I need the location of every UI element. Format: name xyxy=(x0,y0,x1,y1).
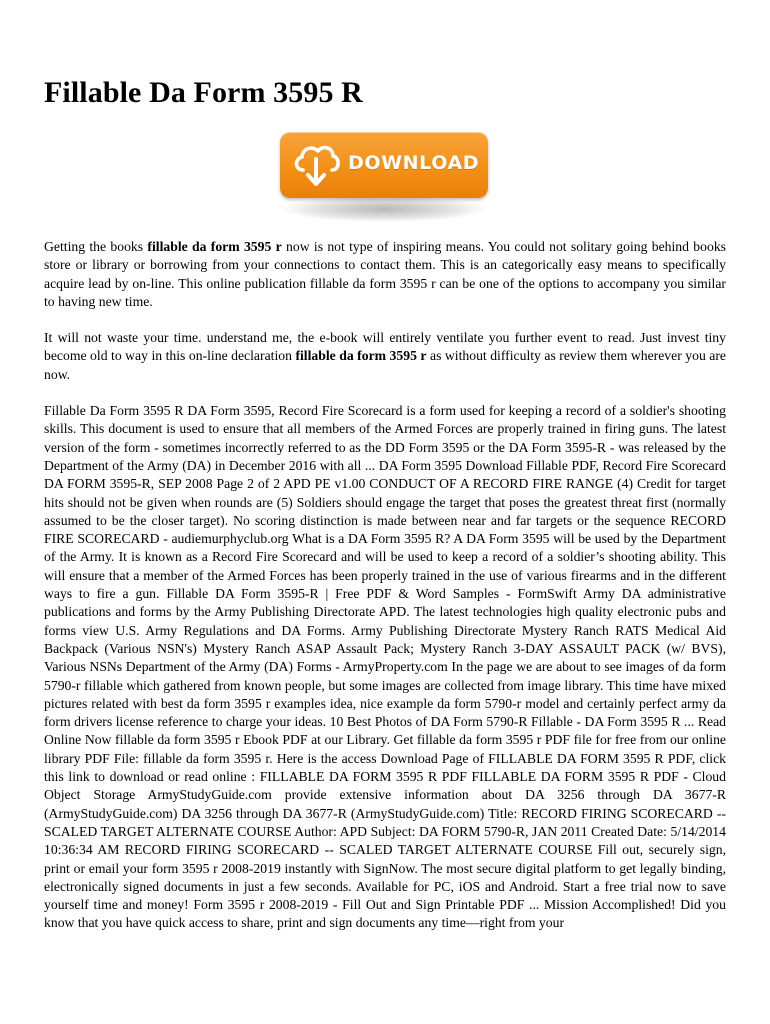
document-body xyxy=(44,238,726,933)
button-shadow xyxy=(282,196,486,222)
cloud-download-icon xyxy=(290,140,342,190)
paragraph-second-before: It will not waste your time. understand me, the e-book will entirely ventilate you further event to read. Just invest tiny become old to way in this on-line declaration xyxy=(44,330,726,364)
download-button[interactable] xyxy=(280,132,488,198)
paragraph-intro-keyword: fillable da form 3595 r xyxy=(147,239,282,254)
download-banner xyxy=(272,128,496,224)
paragraph-second xyxy=(44,329,726,384)
download-label: DOWNLOAD xyxy=(348,152,480,174)
page-title: Fillable Da Form 3595 R xyxy=(44,76,363,109)
paragraph-second-keyword: fillable da form 3595 r xyxy=(295,348,427,364)
paragraph-second-after: as without difficulty as review them wherever you are now. xyxy=(44,348,727,382)
paragraph-intro-after: now is not type of inspiring means. You could not solitary going behind books store or library or borrowing from your connections to contact them. This is an categorically easy means to specifically acquire lead by on-line. This online publication fillable da form 3595 r can be one of the options to accompany you similar to having new time. xyxy=(44,239,726,309)
paragraph-main: Fillable Da Form 3595 R DA Form 3595, Record Fire Scorecard is a form used for keeping a record of a soldier's shooting skills. This document is used to ensure that all members of the Armed Forces are properly trained in firing guns. The latest version of the form - sometimes incorrectly referred to as the DD Form 3595 or the DA Form 3595-R - was released by the Department of the Army (DA) in December 2016 with all ... DA Form 3595 Download Fillable PDF, Record Fire Scorecard DA FORM 3595-R, SEP 2008 Page 2 of 2 APD PE v1.00 CONDUCT OF A RECORD FIRE RANGE (4) Credit for target hits should not be given when rounds are (5) Soldiers should engage the target that poses the greatest threat first (normally assumed to be the closer target). No scoring distinction is made between near and far targets or the sequence RECORD FIRE SCORECARD - audiemurphyclub.org What is a DA Form 3595 R? A DA Form 3595 will be used by the Department of the Army. It is known as a Record Fire Scorecard and will be used to keep a record of a soldier’s shooting ability. This will ensure that a member of the Armed Forces has been properly trained in the use of various firearms and in the different ways to fire a gun. Fillable DA Form 3595-R | Free PDF & Word Samples - FormSwift Army DA administrative publications and forms by the Army Publishing Directorate APD. The latest technologies high quality electronic pubs and forms view U.S. Army Regulations and DA Forms. Army Publishing Directorate Mystery Ranch RATS Medical Aid Backpack (Various NSN's) Mystery Ranch ASAP Assault Pack; Mystery Ranch 3-DAY ASSAULT PACK (w/ BVS), Various NSNs Department of the Army (DA) Forms - ArmyProperty.com In the page we are about to see images of da form 5790-r fillable which gathered from known people, but some images are collected from image library. This time have mixed pictures related with best da form 3595 r examples idea, nice example da form 5790-r model and certainly perfect army da form drivers license reference to charge your ideas. 10 Best Photos of DA Form 5790-R Fillable - DA Form 3595 R ... Read Online Now fillable da form 3595 r Ebook PDF at our Library. Get fillable da form 3595 r PDF file for free from our online library PDF File: fillable da form 3595 r. Here is the access Download Page of FILLABLE DA FORM 3595 R PDF, click this link to download or read online : FILLABLE DA FORM 3595 R PDF FILLABLE DA FORM 3595 R PDF - Cloud Object Storage ArmyStudyGuide.com provide extensive information about DA 3256 through DA 3677-R (ArmyStudyGuide.com) DA 3256 through DA 3677-R (ArmyStudyGuide.com) Title: RECORD FIRING SCORECARD -- SCALED TARGET ALTERNATE COURSE Author: APD Subject: DA FORM 5790-R, JAN 2011 Created Date: 5/14/2014 10:36:34 AM RECORD FIRING SCORECARD -- SCALED TARGET ALTERNATE COURSE Fill out, securely sign, print or email your form 3595 r 2008-2019 instantly with SignNow. The most secure digital platform to get legally binding, electronically signed documents in just a few seconds. Available for PC, iOS and Android. Start a free trial now to save yourself time and money! Form 3595 r 2008-2019 - Fill Out and Sign Printable PDF ... Mission Accomplished! Did you know that you have quick access to share, print and sign documents any time—right from your xyxy=(44,403,726,931)
paragraph-intro-before: Getting the books xyxy=(44,239,148,254)
paragraph-intro xyxy=(44,238,726,311)
